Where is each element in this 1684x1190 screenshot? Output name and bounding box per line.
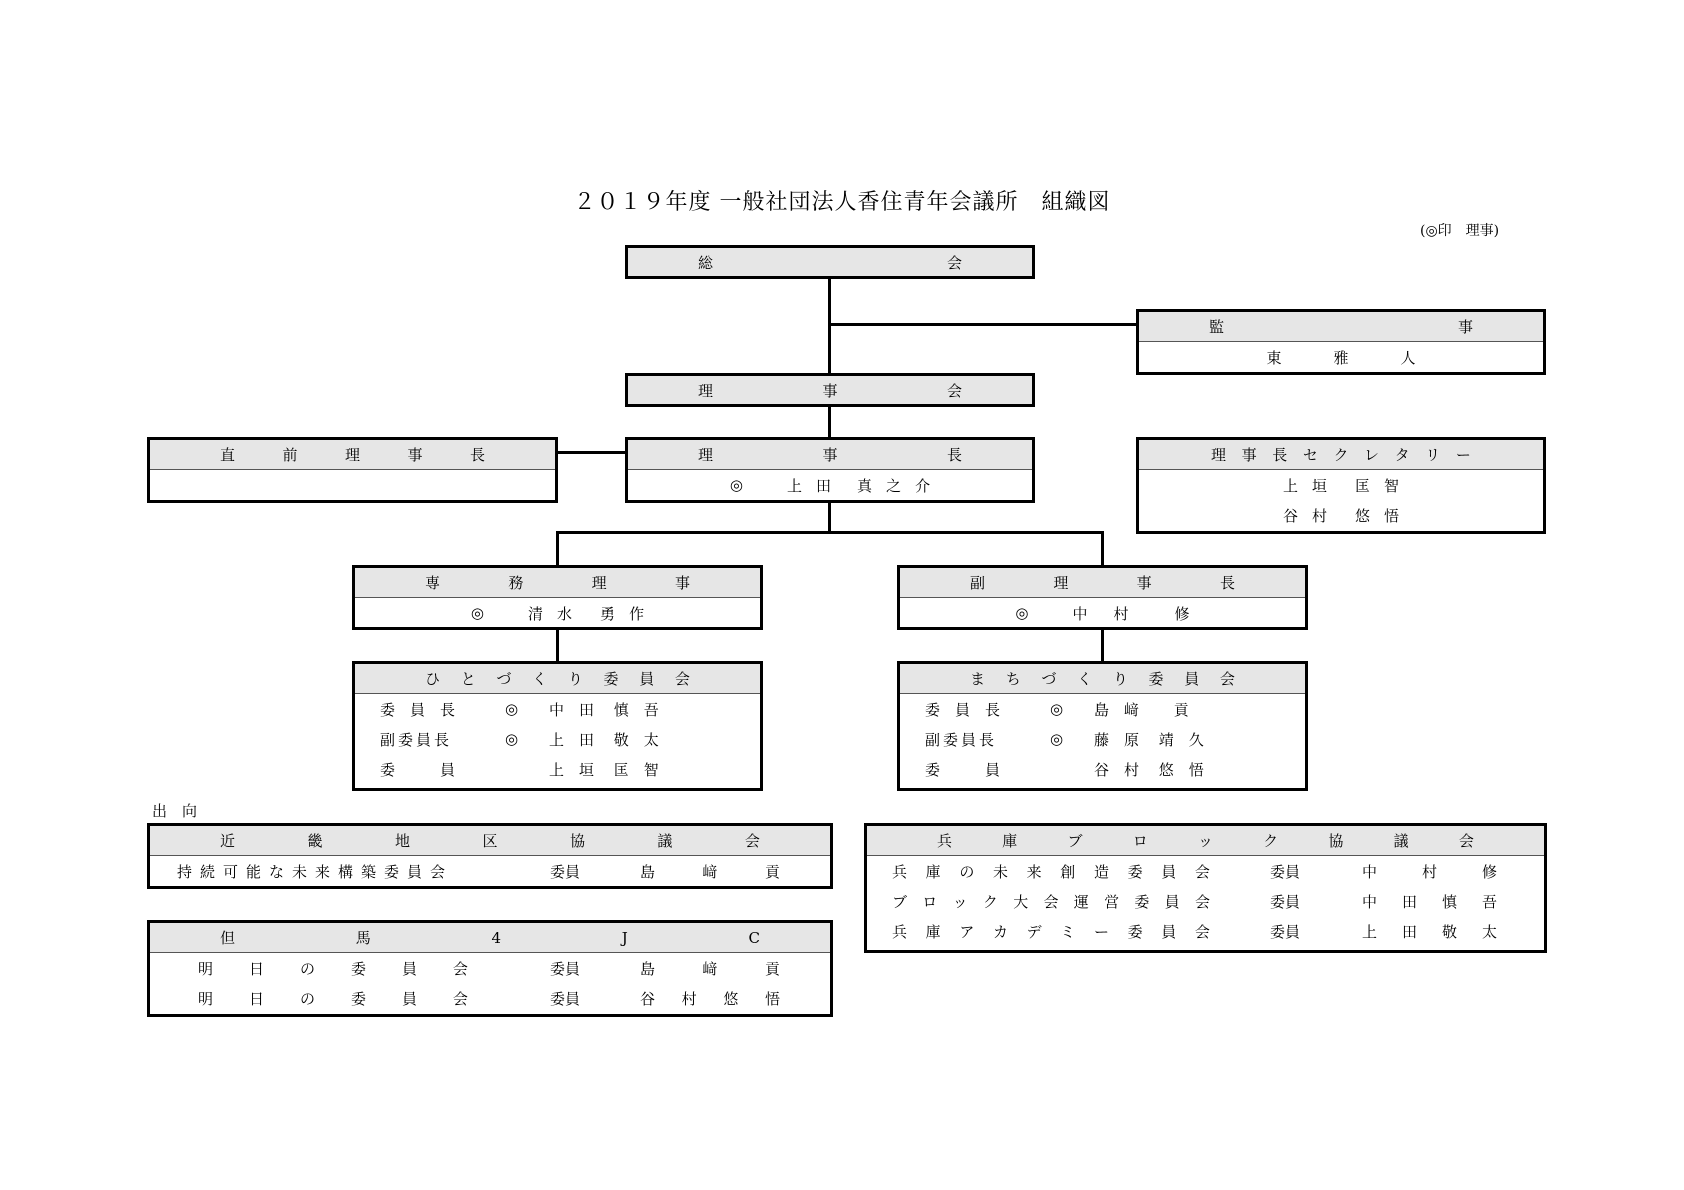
committee-char: カ	[992, 922, 1008, 941]
committee-member-row	[900, 694, 1305, 724]
name-char: 田	[1401, 892, 1417, 911]
secretary-member	[1139, 500, 1543, 530]
name-char: 人	[1400, 348, 1416, 367]
member-name	[1362, 891, 1497, 912]
committee-name	[892, 891, 1210, 912]
header-char: く	[532, 670, 548, 688]
name-char: 修	[1481, 862, 1497, 881]
name-char: 修	[1174, 604, 1190, 623]
header-char: 理	[344, 446, 360, 464]
name-char: 作	[629, 604, 645, 623]
name-char: 村	[681, 989, 697, 1008]
member-role: 委 員 長	[925, 700, 1001, 719]
header-char: 会	[674, 670, 690, 688]
secondment-row	[150, 856, 830, 886]
committee-char: 委	[350, 989, 366, 1008]
header-char: 員	[1184, 670, 1200, 688]
member-name: 藤 原 靖 久	[1094, 730, 1204, 749]
header-char: 事	[674, 574, 690, 592]
name-char: 悟	[1384, 506, 1400, 525]
name-char: 水	[557, 604, 573, 623]
member-name	[640, 958, 780, 979]
header-char: く	[1077, 670, 1093, 688]
connector	[556, 627, 559, 663]
committee-char: 委	[1134, 892, 1150, 911]
header-char: ま	[970, 670, 986, 688]
committee-char: ー	[1093, 922, 1109, 941]
header-char: 理	[698, 381, 714, 400]
committee-char: 大	[1013, 892, 1029, 911]
secondment-row	[867, 886, 1544, 916]
secretary-member	[1139, 470, 1543, 500]
connector	[828, 323, 1136, 326]
header-char: J	[621, 928, 628, 947]
name-char: 悠	[723, 989, 739, 1008]
director-mark: ◎	[1050, 730, 1064, 748]
connector	[556, 451, 626, 454]
name-char: 田	[1401, 922, 1417, 941]
vice-president-box	[897, 565, 1308, 630]
director-mark: ◎	[505, 700, 519, 718]
name-char: 上	[787, 476, 803, 495]
name-char: 垣	[1311, 476, 1327, 495]
member-role: 委員	[1270, 922, 1301, 941]
header-char: 副	[970, 574, 986, 592]
committee-char: 員	[1164, 892, 1180, 911]
page-title: ２０１９年度 一般社団法人香住青年会議所 組織図	[573, 190, 1111, 215]
name-char: 智	[1384, 476, 1400, 495]
header-char: 理	[698, 446, 714, 464]
header-char: 務	[508, 574, 524, 592]
executive-director-header	[355, 568, 760, 598]
header-char: 馬	[355, 929, 371, 947]
committee-char: の	[299, 959, 315, 978]
name-char: 村	[1421, 862, 1437, 881]
committee-name	[892, 861, 1210, 882]
name-char: 島	[640, 959, 656, 978]
header-char: 協	[1328, 832, 1344, 850]
tajima-4jc-box	[147, 920, 833, 1017]
committee-char: 明	[198, 959, 214, 978]
committee-member-row	[900, 754, 1305, 784]
director-mark: ◎	[1050, 700, 1064, 718]
connector	[556, 531, 559, 565]
header-char: 会	[1219, 670, 1235, 688]
committee-char: 日	[248, 989, 264, 1008]
secondment-row	[867, 856, 1544, 886]
member-name: 上 垣 匡 智	[549, 760, 659, 779]
header-char: ク	[1263, 832, 1279, 850]
header-char: 委	[603, 670, 619, 688]
connector	[828, 404, 831, 439]
committee-name	[198, 988, 468, 1009]
header-char: 委	[1148, 670, 1164, 688]
committee-char: 会	[1194, 892, 1210, 911]
committee-char: 運	[1073, 892, 1089, 911]
header-char: 長	[469, 446, 485, 464]
committee-char: 日	[248, 959, 264, 978]
member-name	[1362, 921, 1497, 942]
header-char: 専	[425, 574, 441, 592]
header-char: 監	[1209, 318, 1225, 336]
header-char: 会	[1458, 832, 1474, 850]
header-char: 長	[1272, 446, 1288, 464]
name-char: 清	[528, 604, 544, 623]
header-char: 事	[407, 446, 423, 464]
vice-president-header	[900, 568, 1305, 598]
secondment-row	[150, 953, 830, 983]
member-name: 中 田 慎 吾	[549, 700, 659, 719]
auditor-member	[1139, 342, 1543, 372]
member-role: 委 員	[925, 760, 1001, 779]
committee-member-row	[900, 724, 1305, 754]
connector	[1101, 531, 1104, 565]
director-mark: ◎	[729, 476, 743, 494]
name-char: 田	[816, 476, 832, 495]
header-char: 総	[698, 253, 714, 272]
kinki-council-box	[147, 823, 833, 889]
name-char: 中	[1072, 604, 1088, 623]
committee-char: 員	[1161, 862, 1177, 881]
member-role: 委員	[550, 862, 581, 881]
header-char: り	[1112, 670, 1128, 688]
committee-char: 会	[452, 959, 468, 978]
committee-char: 来	[1026, 862, 1042, 881]
committee-char: ク	[982, 892, 998, 911]
name-char: 上	[1282, 476, 1298, 495]
header-char: 前	[282, 446, 298, 464]
connector	[556, 531, 1104, 534]
secondment-row	[867, 916, 1544, 946]
header-char: 近	[220, 832, 236, 850]
vice-president-member	[900, 598, 1305, 628]
director-mark: ◎	[505, 730, 519, 748]
member-role: 委員	[550, 959, 581, 978]
committee-char: の	[299, 989, 315, 1008]
committee-char: の	[959, 862, 975, 881]
name-char: 匡	[1355, 476, 1371, 495]
tajima-4jc-header	[150, 923, 830, 953]
general-assembly-header	[628, 248, 1032, 276]
committee-char: 員	[1161, 922, 1177, 941]
machizukuri-committee-header	[900, 664, 1305, 694]
committee-char: 兵	[892, 922, 908, 941]
header-char: 員	[639, 670, 655, 688]
name-char: 之	[886, 476, 902, 495]
president-header	[628, 440, 1032, 470]
hitozukuri-committee-box	[352, 661, 763, 791]
committee-char: 庫	[925, 922, 941, 941]
header-char: C	[748, 928, 760, 947]
committee-char: 会	[452, 989, 468, 1008]
committee-name	[892, 921, 1210, 942]
member-role: 委員	[1270, 862, 1301, 881]
name-char: 真	[857, 476, 873, 495]
header-char: づ	[1041, 670, 1057, 688]
committee-char: ッ	[952, 892, 968, 911]
name-char: 敬	[1441, 922, 1457, 941]
header-char: ロ	[1132, 832, 1148, 850]
committee-char: 委	[1127, 862, 1143, 881]
header-char: ー	[1455, 446, 1471, 464]
hyogo-block-council-box	[864, 823, 1547, 953]
director-mark-note: (◎印 理事)	[1420, 223, 1500, 239]
header-char: 協	[569, 832, 585, 850]
name-char: 貢	[764, 862, 780, 881]
immediate-past-president-header	[150, 440, 555, 470]
committee-char: 委	[1127, 922, 1143, 941]
header-char: 区	[482, 832, 498, 850]
member-role: 委 員 長	[380, 700, 456, 719]
member-name	[1362, 861, 1497, 882]
committee-char: 会	[1194, 922, 1210, 941]
committee-member-row	[355, 754, 760, 784]
name-char: 貢	[764, 959, 780, 978]
member-name: 島 﨑 貢	[1094, 700, 1189, 719]
header-char: 事	[1136, 574, 1152, 592]
name-char: 勇	[600, 604, 616, 623]
header-char: り	[567, 670, 583, 688]
name-char: 悟	[764, 989, 780, 1008]
header-char: 理	[1053, 574, 1069, 592]
header-char: 会	[946, 381, 962, 400]
executive-director-member	[355, 598, 760, 628]
name-char: 中	[1362, 892, 1378, 911]
header-char: ブ	[1067, 832, 1083, 850]
header-char: ク	[1333, 446, 1349, 464]
board-box	[625, 373, 1035, 407]
committee-name	[198, 958, 468, 979]
header-char: 長	[946, 446, 962, 464]
header-char: 但	[220, 929, 236, 947]
committee-char: 造	[1093, 862, 1109, 881]
committee-char: ミ	[1060, 922, 1076, 941]
name-char: 吾	[1481, 892, 1497, 911]
name-char: 悠	[1355, 506, 1371, 525]
auditor-box	[1136, 309, 1546, 375]
member-role: 委員	[1270, 892, 1301, 911]
header-char: 直	[220, 446, 236, 464]
name-char: 谷	[1282, 506, 1298, 525]
president-member	[628, 470, 1032, 500]
header-char: 畿	[307, 832, 323, 850]
committee-char: 明	[198, 989, 214, 1008]
member-role: 副委員長	[380, 730, 453, 749]
header-char: 事	[822, 381, 838, 400]
name-char: 雅	[1333, 348, 1349, 367]
header-char: 事	[1241, 446, 1257, 464]
committee-char: ブ	[892, 892, 908, 911]
header-char: リ	[1425, 446, 1441, 464]
member-name: 谷 村 悠 悟	[1094, 760, 1204, 779]
connector	[1101, 627, 1104, 663]
name-char: 介	[915, 476, 931, 495]
header-char: 事	[822, 446, 838, 464]
committee-member-row	[355, 694, 760, 724]
committee-char: ア	[959, 922, 975, 941]
immediate-past-president-box	[147, 437, 558, 503]
header-char: ち	[1005, 670, 1021, 688]
committee-char: 会	[1043, 892, 1059, 911]
name-char: 﨑	[702, 862, 718, 881]
name-char: 太	[1481, 922, 1497, 941]
executive-director-box	[352, 565, 763, 630]
name-char: 村	[1113, 604, 1129, 623]
header-char: 理	[1211, 446, 1227, 464]
name-char: 村	[1311, 506, 1327, 525]
header-char: 地	[394, 832, 410, 850]
header-char: 庫	[1002, 832, 1018, 850]
secondment-row	[150, 983, 830, 1013]
header-char: 理	[591, 574, 607, 592]
committee-char: 未	[992, 862, 1008, 881]
header-char: 兵	[937, 832, 953, 850]
header-char: 議	[1393, 832, 1409, 850]
member-name	[640, 861, 780, 882]
name-char: 島	[640, 862, 656, 881]
committee-char: 営	[1104, 892, 1120, 911]
secondment-label: 出 向	[152, 802, 198, 820]
board-header	[628, 376, 1032, 404]
hyogo-block-council-header	[867, 826, 1544, 856]
header-char: ッ	[1197, 832, 1213, 850]
committee-char: 兵	[892, 862, 908, 881]
header-char: 会	[946, 253, 962, 272]
committee-char: 会	[1194, 862, 1210, 881]
header-char: 会	[744, 832, 760, 850]
header-char: セ	[1302, 446, 1318, 464]
director-mark: ◎	[470, 604, 485, 622]
committee-char: 員	[401, 959, 417, 978]
hitozukuri-committee-header	[355, 664, 760, 694]
connector	[828, 501, 831, 534]
president-secretary-header	[1139, 440, 1543, 470]
machizukuri-committee-box	[897, 661, 1308, 791]
member-name	[640, 988, 780, 1009]
name-char: 上	[1362, 922, 1378, 941]
name-char: 慎	[1441, 892, 1457, 911]
member-role: 副委員長	[925, 730, 998, 749]
header-char: と	[460, 670, 476, 688]
auditor-header	[1139, 312, 1543, 342]
president-secretary-box	[1136, 437, 1546, 534]
member-role: 委員	[550, 989, 581, 1008]
committee-char: 創	[1060, 862, 1076, 881]
committee-char: デ	[1026, 922, 1042, 941]
committee-name: 持続可能な未来構築委員会	[177, 862, 454, 881]
name-char: 谷	[640, 989, 656, 1008]
member-role: 委 員	[380, 760, 456, 779]
general-assembly-box	[625, 245, 1035, 279]
header-char: 長	[1219, 574, 1235, 592]
committee-char: ロ	[922, 892, 938, 911]
committee-member-row	[355, 724, 760, 754]
member-name: 上 田 敬 太	[549, 730, 659, 749]
director-mark: ◎	[1015, 604, 1029, 622]
header-char: 事	[1457, 318, 1473, 336]
header-char: ひ	[425, 670, 441, 688]
header-char: 議	[657, 832, 673, 850]
kinki-council-header	[150, 826, 830, 856]
committee-char: 庫	[925, 862, 941, 881]
header-char: タ	[1394, 446, 1410, 464]
name-char: 﨑	[702, 959, 718, 978]
header-char: 4	[491, 928, 502, 947]
name-char: 東	[1266, 348, 1282, 367]
committee-char: 委	[350, 959, 366, 978]
header-char: レ	[1364, 446, 1380, 464]
header-char: づ	[496, 670, 512, 688]
name-char: 中	[1362, 862, 1378, 881]
president-box	[625, 437, 1035, 503]
committee-char: 員	[401, 989, 417, 1008]
